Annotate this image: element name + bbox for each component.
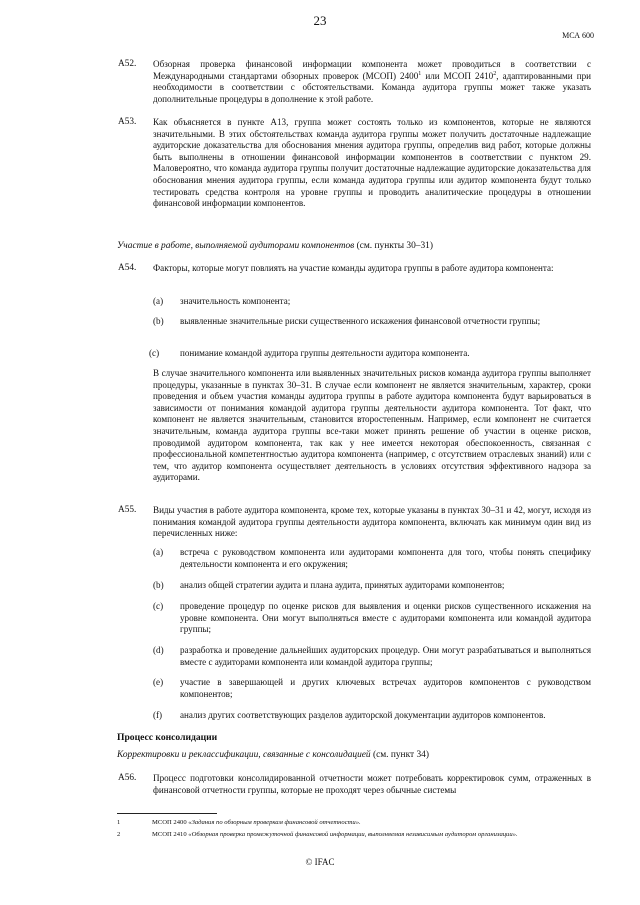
list-item-a55-f: анализ других соответствующих разделов аудиторской документации аудиторов компонентов. xyxy=(180,710,546,720)
subheading-adjustments-ref: (см. пункт 34) xyxy=(370,750,429,760)
footnote-separator xyxy=(117,813,217,814)
subheading-adjustments-italic: Корректировки и реклассификации, связанные с консолидацией xyxy=(117,750,371,760)
footnote-1-title: «Задания по обзорным проверкам финансовой отчетности». xyxy=(188,819,361,826)
a52-line2a: Международными стандартами обзорных проверок (МСОП) 2400 xyxy=(153,70,419,81)
a52-line2b: или МСОП 2410 xyxy=(421,70,494,81)
a52-line2c: , xyxy=(496,70,499,81)
subheading-participation-ref: (см. пункты 30–31) xyxy=(354,241,433,251)
paragraph-id-a52: A52. xyxy=(118,59,137,69)
list-marker-a55-d: (d) xyxy=(153,645,164,655)
list-marker-a54-c: (c) xyxy=(149,348,160,358)
footnote-2-code: МСОП 2410 xyxy=(152,831,189,838)
page-number: 23 xyxy=(313,13,327,28)
paragraph-id-a55: A55. xyxy=(118,505,137,515)
list-marker-a54-a: (a) xyxy=(153,296,164,306)
paragraph-a55: Виды участия в работе аудитора компонента, кроме тех, которые указаны в пунктах 30–31 и 42, могут, исходя из понимания командой аудитора группы деятельности аудитора компонента, включать как минимум один вид из перечисленных ниже: xyxy=(153,505,591,539)
list-item-a55-d: разработка и проведение дальнейших аудиторских процедур. Они могут разрабатываться и выполняться вместе с аудиторами компонента или командой аудитора группы; xyxy=(180,645,591,667)
footnote-number-1: 1 xyxy=(117,819,121,826)
list-item-a55-a: встреча с руководством компонента или аудиторами компонента для того, чтобы понять специфику деятельности компонента и его окружения; xyxy=(180,547,591,569)
document-code: МСА 600 xyxy=(562,31,594,40)
footnote-1 xyxy=(152,818,592,827)
a52-line1: Обзорная проверка финансовой информации компонента может проводиться в соответствии с xyxy=(153,59,591,69)
paragraph-a52 xyxy=(153,59,591,105)
list-item-a55-e: участие в завершающей и других ключевых встречах аудиторов компонентов с руководством компонентов; xyxy=(180,677,591,699)
list-marker-a55-f: (f) xyxy=(153,710,163,720)
page-footer: © IFAC xyxy=(305,857,335,867)
list-item-a55-b: анализ общей стратегии аудита и плана аудита, принятых аудиторами компонентов; xyxy=(180,580,505,590)
list-marker-a55-a: (a) xyxy=(153,547,164,557)
list-item-a55-c: проведение процедур по оценке рисков для выявления и оценки рисков существенного искажения на уровне компонента. Они могут выполняться вместе с аудиторами компонента или командой аудитора группы; xyxy=(180,601,591,635)
paragraph-id-a53: A53. xyxy=(118,117,137,127)
footnote-ref-2: 2 xyxy=(493,70,497,77)
paragraph-a54: Факторы, которые могут повлиять на участие команды аудитора группы в работе аудитора компонента: xyxy=(153,263,554,273)
list-item-a54-a: значительность компонента; xyxy=(180,296,291,306)
subheading-participation xyxy=(117,241,433,251)
list-item-a54-b: выявленные значительные риски существенного искажения финансовой отчетности группы; xyxy=(180,316,541,326)
section-heading-consolidation: Процесс консолидации xyxy=(117,732,218,743)
footnote-1-code: МСОП 2400 xyxy=(152,819,189,826)
footnote-number-2: 2 xyxy=(117,831,121,838)
paragraph-a53: Как объясняется в пункте А13, группа может состоять только из компонентов, которые не являются значительными. В этих обстоятельствах команда аудитора группы может получить достаточные надлежащие аудиторские доказательства для обоснования мнения аудитора группы, определив вид работ, которые должны быть выполнены в отношении финансовой информации компонентов в соответствии с пунктом 29. Маловероятно, что команда аудитора группы получит достаточные надлежащие аудиторские доказательства для обоснования мнения аудитора группы, если команда аудитора группы или аудитор компонента будут только тестировать средства контроля на уровне группы и проводить аналитические процедуры в отношении финансовой информации компонентов. xyxy=(153,117,591,209)
subheading-participation-italic: Участие в работе, выполняемой аудиторами компонентов xyxy=(117,241,355,251)
subheading-adjustments xyxy=(117,750,429,760)
list-marker-a54-b: (b) xyxy=(153,316,164,326)
paragraph-id-a56: A56. xyxy=(118,773,137,783)
a52-rest: адаптированными при необходимости в соответствии с обстоятельствами. Команда аудитора группы может также указать дополнительные процедуры в дополнение к этой работе. xyxy=(153,70,591,104)
list-item-a54-c: понимание командой аудитора группы деятельности аудитора компонента. xyxy=(180,348,470,358)
paragraph-a56: Процесс подготовки консолидированной отчетности может потребовать корректировок сумм, отраженных в финансовой отчетности группы, которые не проходят через обычные системы xyxy=(153,773,591,795)
list-marker-a55-b: (b) xyxy=(153,580,164,590)
footnote-2 xyxy=(152,830,592,839)
paragraph-a54-continued: В случае значительного компонента или выявленных значительных рисков команда аудитора группы выполняет процедуры, указанные в пунктах 30–31. В случае если компонент не является значительным, характер, сроки проведения и объем участия команды аудитора группы в работе аудитора компонента будут варьироваться в зависимости от понимания командой аудитора группы деятельности аудитора компонента. Тот факт, что компонент не является значительным, становится второстепенным. Например, если компонент не считается значительным, команда аудитора группы все-таки может принять решение об участии в оценке рисков, проводимой аудитором компонента, так как у нее имеется некоторая обеспокоенность, связанная с профессиональной компетентностью аудитора компонента (например, с отсутствием отраслевых знаний) или с тем, что аудитор компонента осуществляет деятельность в условиях отсутствия эффективного надзора за аудиторами. xyxy=(153,368,591,483)
list-marker-a55-e: (e) xyxy=(153,677,164,687)
list-marker-a55-c: (c) xyxy=(153,601,164,611)
footnote-2-title: «Обзорная проверка промежуточной финансовой информации, выполняемая независимым аудитором организации». xyxy=(188,831,518,838)
paragraph-id-a54: A54. xyxy=(118,263,137,273)
footnote-ref-1: 1 xyxy=(418,70,422,77)
